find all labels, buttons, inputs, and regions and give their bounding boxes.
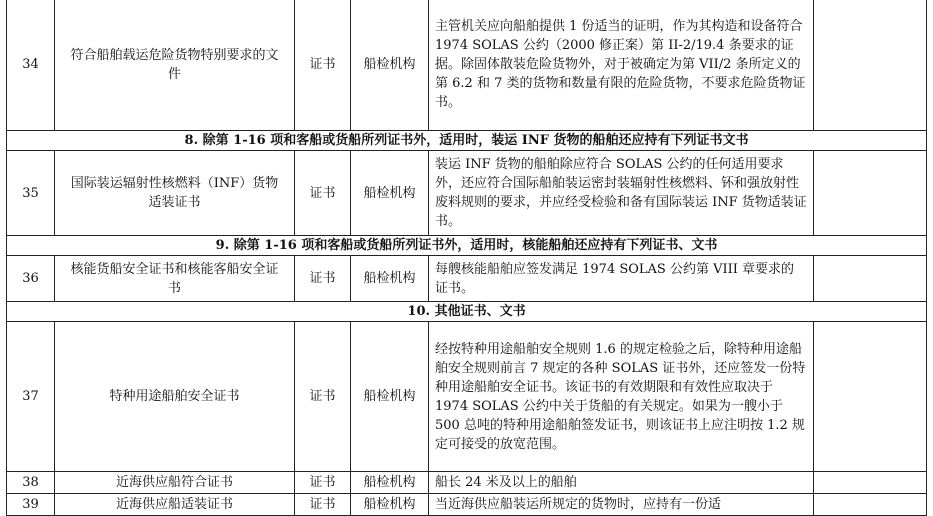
section-header-row — [7, 131, 927, 151]
document-type: 证书 — [295, 151, 351, 236]
table-row — [7, 494, 927, 516]
section-header: 10. 其他证书、文书 — [7, 302, 927, 322]
certificate-table — [6, 0, 927, 516]
empty-cell — [814, 494, 927, 516]
section-header-row — [7, 302, 927, 322]
document-type: 证书 — [295, 322, 351, 472]
table-row — [7, 256, 927, 302]
issuing-authority: 船检机构 — [351, 0, 429, 131]
empty-cell — [814, 151, 927, 236]
item-number: 34 — [7, 0, 55, 131]
issuing-authority: 船检机构 — [351, 322, 429, 472]
item-number: 37 — [7, 322, 55, 472]
remarks: 当近海供应船装运所规定的货物时，应持有一份适 — [429, 494, 814, 516]
certificate-name: 特种用途船舶安全证书 — [55, 322, 295, 472]
certificate-name: 国际装运辐射性核燃料（INF）货物适装证书 — [55, 151, 295, 236]
table-row — [7, 322, 927, 472]
issuing-authority: 船检机构 — [351, 494, 429, 516]
empty-cell — [814, 0, 927, 131]
remarks: 每艘核能船舶应签发满足 1974 SOLAS 公约第 VIII 章要求的证书。 — [429, 256, 814, 302]
document-type: 证书 — [295, 256, 351, 302]
table-row — [7, 0, 927, 131]
item-number: 39 — [7, 494, 55, 516]
section-header: 9. 除第 1-16 项和客船或货船所列证书外，适用时，核能船舶还应持有下列证书、文书 — [7, 236, 927, 256]
empty-cell — [814, 256, 927, 302]
remarks: 主管机关应向船舶提供 1 份适当的证明，作为其构造和设备符合 1974 SOLAS 公约（2000 修正案）第 II-2/19.4 条要求的证据。除固体散装危险货物外，对于被确定为第 VII/2 条所定义的第 6.2 和 7 类的货物和数量有限的危险货物，不要求危险货物证书。 — [429, 0, 814, 131]
certificate-name: 符合船舶载运危险货物特别要求的文件 — [55, 0, 295, 131]
document-type: 证书 — [295, 472, 351, 494]
remarks: 装运 INF 货物的船舶除应符合 SOLAS 公约的任何适用要求外，还应符合国际船舶装运密封装辐射性核燃料、钚和强放射性废料规则的要求，并应经受检验和备有国际装运 INF 货物适装证书。 — [429, 151, 814, 236]
certificate-name: 近海供应船适装证书 — [55, 494, 295, 516]
section-header-row — [7, 236, 927, 256]
item-number: 36 — [7, 256, 55, 302]
table-row — [7, 151, 927, 236]
empty-cell — [814, 472, 927, 494]
issuing-authority: 船检机构 — [351, 472, 429, 494]
certificate-table-body — [7, 0, 927, 516]
section-header: 8. 除第 1-16 项和客船或货船所列证书外，适用时，装运 INF 货物的船舶还应持有下列证书文书 — [7, 131, 927, 151]
item-number: 38 — [7, 472, 55, 494]
issuing-authority: 船检机构 — [351, 256, 429, 302]
empty-cell — [814, 322, 927, 472]
remarks: 船长 24 米及以上的船舶 — [429, 472, 814, 494]
issuing-authority: 船检机构 — [351, 151, 429, 236]
certificate-name: 近海供应船符合证书 — [55, 472, 295, 494]
table-row — [7, 472, 927, 494]
document-type: 证书 — [295, 0, 351, 131]
document-type: 证书 — [295, 494, 351, 516]
remarks: 经按特种用途船舶安全规则 1.6 的规定检验之后，除特种用途船舶安全规则前言 7 规定的各种 SOLAS 证书外，还应签发一份特种用途船舶安全证书。该证书的有效期限和有效性应取决于 1974 SOLAS 公约中关于货船的有关规定。如果为一艘小于 500 总吨的特种用途船舶签发证书，则该证书上应注明按 1.2 规定可接受的放宽范围。 — [429, 322, 814, 472]
certificate-name: 核能货船安全证书和核能客船安全证书 — [55, 256, 295, 302]
item-number: 35 — [7, 151, 55, 236]
